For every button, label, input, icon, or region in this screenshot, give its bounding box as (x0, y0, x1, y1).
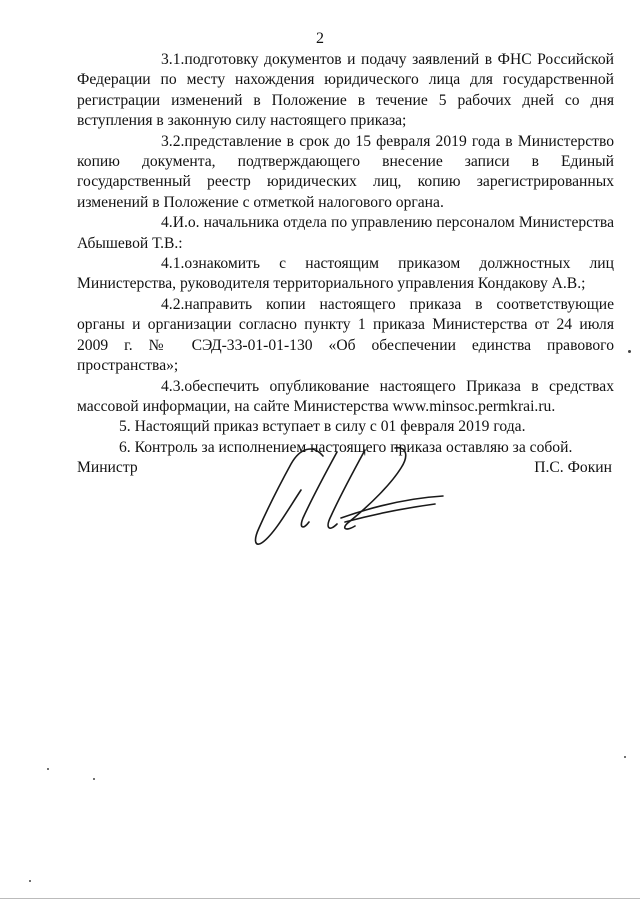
paragraph-number: 4. (161, 214, 173, 232)
signatory-name: П.С. Фокин (534, 459, 612, 476)
paragraph-5 (77, 417, 614, 437)
scan-speck (93, 778, 95, 780)
paragraph-number: 4.1. (161, 255, 185, 273)
page-number: 2 (316, 30, 324, 47)
paragraph-text: направить копии настоящего приказа в соответствующие органы и организации согласно пункту 1 приказа Министерства от 24 июля 2009 г. № СЭД-33-01-01-130 «Об обеспечении единства правового пространства»; (77, 295, 614, 375)
paragraph-number: 4.3. (161, 377, 185, 395)
paragraph-text: обеспечить опубликование настоящего Приказа в средствах массовой информации, на сайте Министерства www.minsoc.permkrai.ru. (77, 377, 614, 415)
paragraph-text: представление в срок до 15 февраля 2019 года в Министерство копию документа, подтверждающего внесение записи в Единый государственный реестр юридических лиц, копию зарегистрированных изменений в Положение с отметкой налогового органа. (77, 132, 614, 211)
scan-speck (29, 880, 31, 882)
document-body (77, 50, 614, 458)
paragraph-3-2 (77, 132, 614, 214)
paragraph-4 (77, 213, 614, 254)
paragraph-text: 5. Настоящий приказ вступает в силу с 01 февраля 2019 года. (119, 418, 526, 436)
handwritten-signature (245, 438, 445, 553)
paragraph-text: 6. Контроль за исполнением настоящего приказа оставляю за собой. (119, 438, 573, 456)
paragraph-text: И.о. начальника отдела по управлению персоналом Министерства Абышевой Т.В.: (77, 214, 614, 252)
paragraph-4-3 (77, 377, 614, 418)
paragraph-text: подготовку документов и подачу заявлений в ФНС Российской Федерации по месту нахождения юридического лица для государственной регистрации изменений в Положение в течение 5 рабочих дней со дня вступления в законную силу настоящего приказа; (77, 51, 614, 130)
scan-speck (628, 350, 631, 353)
paragraph-number: 4.2. (161, 295, 185, 313)
scan-edge-line (0, 898, 640, 899)
paragraph-number: 3.1. (161, 51, 185, 68)
scan-speck (47, 768, 49, 770)
paragraph-number: 3.2. (161, 132, 185, 150)
signatory-title: Министр (77, 459, 138, 476)
paragraph-text: ознакомить с настоящим приказом должностных лиц Министерства, руководителя территориального управления Кондакову А.В.; (77, 255, 614, 293)
paragraph-4-1 (77, 254, 614, 295)
paragraph-3-1 (77, 50, 614, 132)
scan-speck (624, 756, 626, 758)
paragraph-4-2 (77, 295, 614, 377)
